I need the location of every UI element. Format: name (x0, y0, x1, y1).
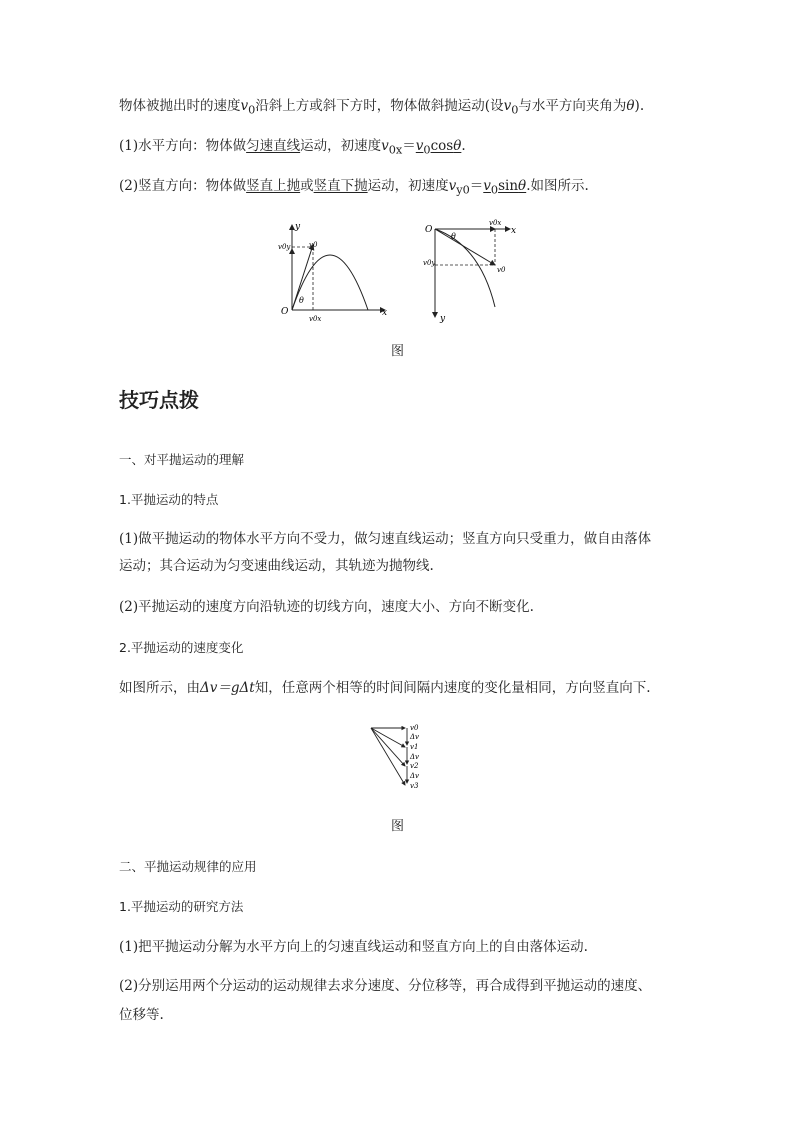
subsection-title: 二、平抛运动规律的应用 (119, 859, 257, 874)
v0x-label: v0x (309, 315, 322, 323)
v0-label: v0 (497, 266, 506, 274)
equation: Δv＝gΔt (200, 680, 255, 696)
x-axis-label: x (382, 308, 388, 318)
paragraph: (1)把平抛运动分解为水平方向上的匀速直线运动和竖直方向上的自由落体运动. (119, 939, 588, 955)
subscript: y0 (456, 183, 470, 197)
v-symbol: v (503, 98, 512, 114)
delta-v-label: Δv (410, 733, 420, 741)
v0-label: v0 (410, 724, 419, 732)
text: 运动，初速度 (367, 178, 449, 194)
intro-paragraph-3 (119, 176, 589, 201)
v-symbol: v (240, 98, 249, 114)
v-symbol: v (381, 138, 389, 154)
intro-paragraph-1 (119, 96, 644, 121)
paragraph-line: 位移等. (119, 1007, 164, 1023)
text: 沿斜上方或斜下方时，物体做斜抛运动(设 (255, 98, 504, 114)
subscript: 0 (511, 103, 519, 117)
v1-label: v1 (410, 743, 419, 751)
y-axis-label: y (440, 314, 446, 324)
item-title: 2.平抛运动的速度变化 (119, 640, 244, 655)
v-symbol: v (448, 178, 457, 194)
figure-caption: 图 (391, 344, 405, 359)
origin-label: O (281, 307, 289, 317)
subsection-title: 一、对平抛运动的理解 (119, 452, 245, 467)
paragraph-line: 运动；其合运动为匀变速曲线运动，其轨迹为抛物线. (119, 558, 434, 574)
answer-blank: $v_0\cos\theta$ (415, 138, 462, 157)
figure-caption: 图 (391, 819, 405, 834)
oblique-downward-diagram (423, 219, 516, 324)
equals: ＝ (402, 138, 416, 154)
x-axis-label: x (511, 226, 517, 236)
v0x-label: v0x (489, 219, 502, 227)
answer-blank: 匀速直线 (246, 138, 301, 154)
text: 或 (300, 178, 314, 194)
paragraph-line: (1)做平抛运动的物体水平方向不受力，做匀速直线运动；竖直方向只受重力，做自由落体 (119, 531, 652, 547)
text: 运动，初速度 (300, 138, 382, 154)
paragraph (119, 678, 651, 698)
v3-label: v3 (410, 782, 419, 790)
text: (2)竖直方向：物体做 (119, 178, 247, 194)
theta-label: θ (299, 296, 304, 305)
projectile-diagrams (275, 215, 535, 325)
delta-v-label: Δv (410, 753, 420, 761)
item-title: 1.平抛运动的特点 (119, 492, 219, 507)
text: .如图所示. (526, 178, 589, 194)
subscript: 0x (388, 143, 403, 157)
velocity-change-diagram (365, 720, 435, 795)
text: 知，任意两个相等的时间间隔内速度的变化量相同，方向竖直向下. (254, 680, 651, 696)
text: ). (634, 98, 645, 114)
theta-label: θ (451, 232, 456, 241)
v2-label: v2 (410, 762, 419, 770)
v0y-label: v0y (278, 243, 291, 251)
paragraph-line: (2)分别运用两个分运动的运动规律去求分速度、分位移等，再合成得到平抛运动的速度、 (119, 978, 652, 994)
answer-blank: $v_0\sin\theta$ (483, 178, 527, 197)
theta-symbol: θ (626, 98, 635, 114)
oblique-upward-diagram (278, 222, 387, 323)
answer-blank: 竖直下抛 (313, 178, 368, 194)
text: 如图所示，由 (119, 680, 200, 696)
text: (1)水平方向：物体做 (119, 138, 247, 154)
equals: ＝ (469, 178, 484, 194)
delta-v-label: Δv (410, 772, 420, 780)
intro-paragraph-2 (119, 136, 466, 161)
text: . (461, 138, 466, 154)
v0y-label: v0y (423, 259, 436, 267)
y-axis-label: y (295, 222, 301, 232)
section-title: 技巧点拨 (119, 388, 199, 412)
paragraph: (2)平抛运动的速度方向沿轨迹的切线方向，速度大小、方向不断变化. (119, 599, 534, 615)
origin-label: O (425, 225, 433, 235)
text: 与水平方向夹角为 (518, 98, 627, 114)
v0-label: v0 (309, 241, 318, 249)
text: 物体被抛出时的速度 (119, 98, 241, 114)
subscript: 0 (248, 103, 256, 117)
item-title: 1.平抛运动的研究方法 (119, 899, 244, 914)
answer-blank: 竖直上抛 (246, 178, 301, 194)
